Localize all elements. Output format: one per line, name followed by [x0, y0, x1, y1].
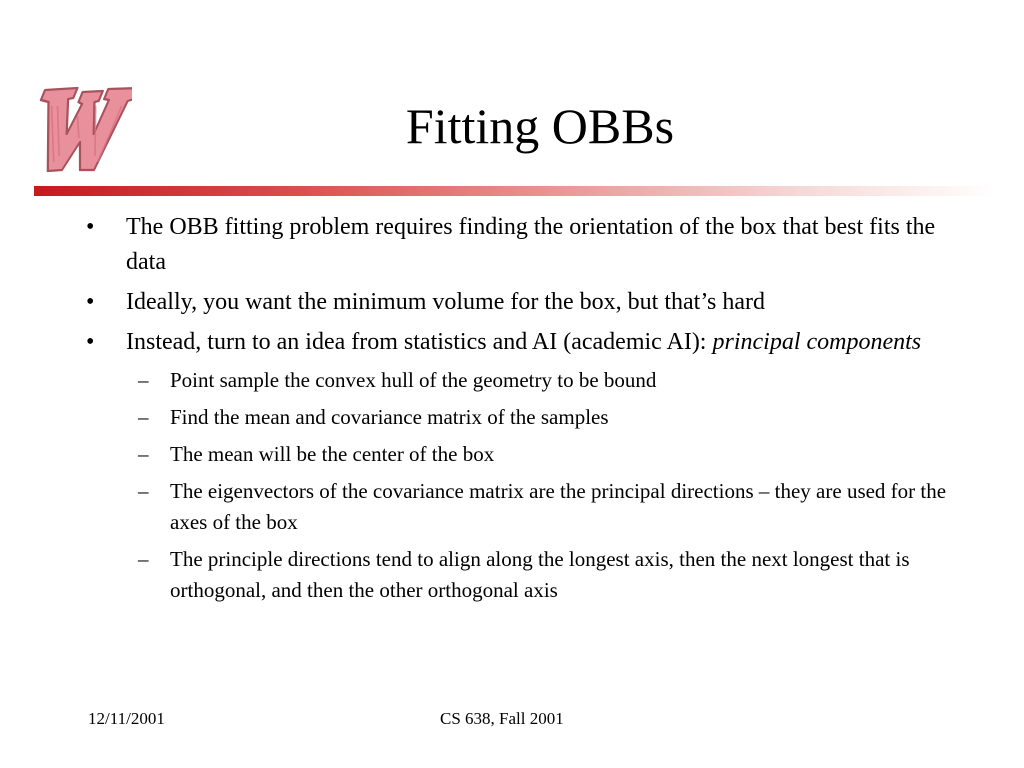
- university-w-logo-icon: [28, 76, 132, 180]
- bullet-text: Ideally, you want the minimum volume for the box, but that’s hard: [126, 289, 765, 315]
- sub-bullet-item: [84, 402, 964, 433]
- bullet-mark: •: [86, 289, 95, 315]
- sub-bullet-text: Find the mean and covariance matrix of the samples: [170, 405, 609, 429]
- sub-bullet-text: The eigenvectors of the covariance matrix are the principal directions – they are used for the axes of the box: [170, 479, 947, 534]
- sub-bullet-item: [84, 476, 964, 538]
- footer-course: CS 638, Fall 2001: [440, 709, 564, 728]
- sub-bullet-list: [84, 365, 964, 606]
- bullet-list: [84, 210, 964, 612]
- sub-bullet-mark: –: [138, 405, 149, 429]
- sub-bullet-mark: –: [138, 547, 149, 571]
- bullet-item: [84, 210, 964, 280]
- bullet-item: [84, 285, 964, 320]
- sub-bullet-text: The principle directions tend to align along the longest axis, then the next longest that is orthogonal, and then the other orthogonal axis: [170, 547, 910, 602]
- slide-title: Fitting OBBs: [405, 98, 675, 154]
- sub-bullet-text: The mean will be the center of the box: [170, 442, 495, 466]
- bullet-mark: •: [86, 329, 95, 355]
- sub-bullet-text: Point sample the convex hull of the geometry to be bound: [170, 368, 657, 392]
- bullet-text: Instead, turn to an idea from statistics and AI (academic AI):: [126, 329, 713, 355]
- sub-bullet-item: [84, 365, 964, 396]
- bullet-mark: •: [86, 214, 95, 240]
- sub-bullet-item: [84, 544, 964, 606]
- bullet-text: The OBB fitting problem requires finding the orientation of the box that best fits the data: [126, 214, 936, 275]
- sub-bullet-mark: –: [138, 479, 149, 503]
- sub-bullet-mark: –: [138, 368, 149, 392]
- sub-bullet-mark: –: [138, 442, 149, 466]
- w-logo-graphic: [28, 76, 132, 180]
- title-divider: [34, 186, 996, 196]
- bullet-emphasis: principal components: [712, 329, 922, 355]
- sub-bullet-group: [84, 365, 964, 606]
- bullet-item: [84, 325, 964, 360]
- sub-bullet-item: [84, 439, 964, 470]
- w-letter-shape: [28, 88, 132, 171]
- footer-date: 12/11/2001: [88, 709, 165, 728]
